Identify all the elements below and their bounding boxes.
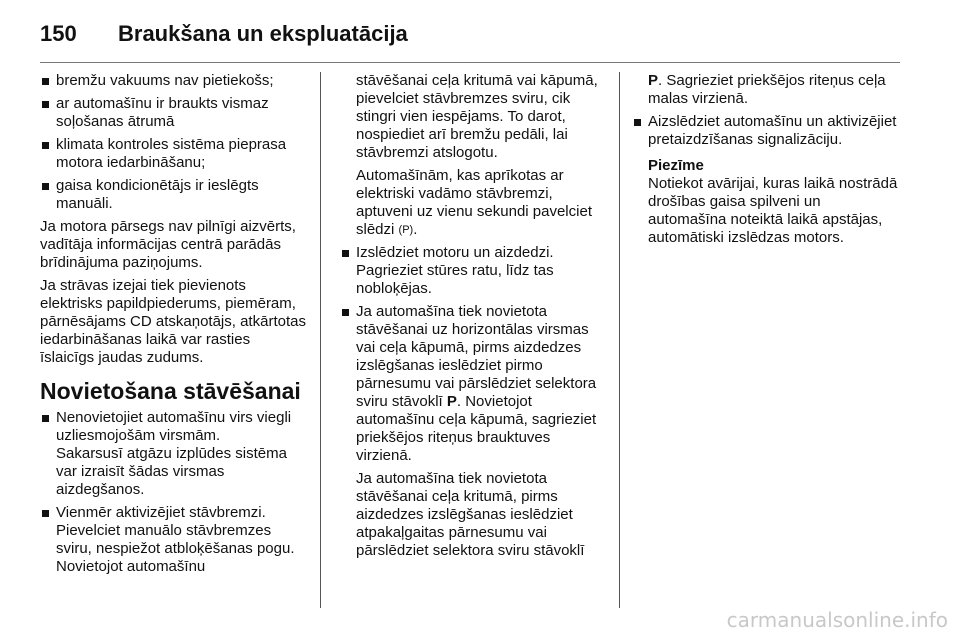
power-outlet-paragraph: Ja strāvas izejai tiek pievienots elektrisks papildpiederums, piemēram, pārnēsājams CD atskaņotājs, atkārtotas iedarbināšanas laikā var rasties īslaicīgs jaudas zudums.	[40, 277, 306, 366]
header-rule	[40, 62, 900, 63]
column-2	[340, 72, 604, 565]
bullet-item: Izslēdziet motoru un aizdedzi. Pagrieziet stūres ratu, līdz tas nobloķējas.	[340, 244, 604, 298]
electric-brake-paragraph: Automašīnām, kas aprīkotas ar elektriski vadāmo stāvbremzi, aptuveni uz vienu sekundi pavelciet slēdzi (P).	[356, 167, 592, 238]
section-heading: Novietošana stāvēšanai	[40, 378, 301, 404]
column-3	[632, 72, 900, 252]
gear-p-label: P	[446, 393, 457, 410]
hood-paragraph: Ja motora pārsegs nav pilnīgi aizvērts, vadītāja informācijas centrā parādās brīdinājuma paziņojums.	[40, 218, 296, 271]
bullet-item	[40, 409, 308, 499]
bullet-item: Aizslēdziet automašīnu un aktivizējiet pretaizdzīšanas signalizāciju.	[632, 113, 900, 149]
page-header	[40, 14, 408, 54]
bullet-continuation: stāvēšanai ceļa kritumā vai kāpumā, pievelciet stāvbremzes sviru, cik stingri vien iespējams. To darot, nospiediet arī bremžu pedāli, lai stāvbremzi atslogotu.	[356, 72, 598, 161]
column-1	[40, 72, 308, 581]
bullet-item: klimata kontroles sistēma pieprasa motora iedarbināšanu;	[40, 136, 308, 172]
note-title: Piezīme	[648, 157, 704, 174]
bullet-item: bremžu vakuums nav pietiekošs;	[40, 72, 308, 90]
bullet-main-text: Nenovietojiet automašīnu virs viegli uzliesmojošām virsmām.	[56, 409, 292, 444]
bullet-item: Vienmēr aktivizējiet stāvbremzi. Pievelciet manuālo stāvbremzes sviru, nespiežot atbloķēšanas pogu. Novietojot automašīnu	[40, 504, 308, 576]
bullet-item: ar automašīnu ir braukts vismaz soļošanas ātrumā	[40, 95, 308, 131]
watermark: carmanualsonline.info	[726, 608, 948, 632]
parking-brake-icon: (P)	[398, 224, 414, 236]
bullet-sub-text: Sakarsusī atgāzu izplūdes sistēma var izraisīt šādas virsmas aizdegšanos.	[56, 445, 287, 498]
gear-p-label: P	[648, 72, 659, 89]
bullet-sub-paragraph: Ja automašīna tiek novietota stāvēšanai ceļa kritumā, pirms aizdedzes izslēgšanas ieslēdziet atpakaļgaitas pārnesumu vai pārslēdziet selektora sviru stāvoklī	[356, 470, 585, 559]
page-number: 150	[40, 21, 77, 46]
column-divider	[320, 72, 321, 608]
bullet-item: Ja automašīna tiek novietota stāvēšanai uz horizontālas virsmas vai ceļa kāpumā, pirms aizdedzes izslēgšanas ieslēdziet pirmo pārnesumu vai pārslēdziet selektora sviru stāvoklī P. Novietojot automašīnu ceļa kāpumā, sagrieziet priekšējos riteņus brauktuves virzienā.	[340, 303, 604, 465]
note-block	[632, 157, 900, 247]
column-divider	[619, 72, 620, 608]
bullet-continuation: P. Sagrieziet priekšējos riteņus ceļa malas virzienā.	[648, 72, 886, 107]
bullet-item: gaisa kondicionētājs ir ieslēgts manuāli.	[40, 177, 308, 213]
chapter-title: Braukšana un ekspluatācija	[118, 21, 408, 46]
note-text: Notiekot avārijai, kuras laikā nostrādā drošības gaisa spilveni un automašīna noteiktā laikā apstājas, automātiski izslēdzas motors.	[648, 175, 898, 246]
